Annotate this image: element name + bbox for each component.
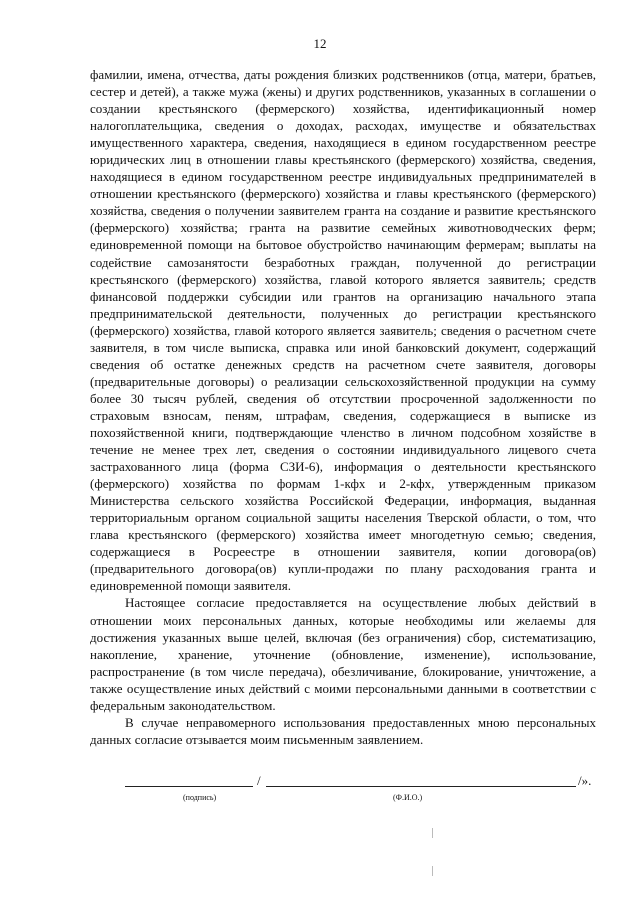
full-name-line <box>266 786 576 787</box>
paragraph-consent-withdrawal: В случае неправомерного использования предоставленных мною персональных данных согласие отзывается моим письменным заявлением. <box>90 714 596 747</box>
paragraph-consent-scope: Настоящее согласие предоставляется на осуществление любых действий в отношении моих персональных данных, которые необходимы или желаемы для достижения указанных выше целей, включая (без ограничения) сбор, систематизацию, накопление, хранение, уточнение (обновление, изменение), использование, распространение (в том числе передача), обезличивание, блокирование, уничтожение, а также осуществление иных действий с моими персональными данными в соответствии с федеральным законодательством. <box>90 595 596 713</box>
full-name-caption: (Ф.И.О.) <box>393 793 423 802</box>
signature-caption: (подпись) <box>183 793 217 802</box>
signature-separator: / <box>257 773 261 788</box>
signature-block <box>125 773 600 813</box>
document-body <box>90 66 596 748</box>
signature-line <box>125 786 253 787</box>
scan-artifact <box>432 866 433 876</box>
scan-artifact <box>432 828 433 838</box>
page-number: 12 <box>313 36 327 51</box>
paragraph-personal-data-list: фамилии, имена, отчества, даты рождения близких родственников (отца, матери, братьев, сестер и детей), а также мужа (жены) и других родственников, указанных в соглашении о создании крестьянского (фермерского) хозяйства, идентификационный номер налогоплательщика, сведения о доходах, расходах, имуществе и обязательствах имущественного характера, сведения, находящиеся в едином государственном реестре юридических лиц в отношении главы крестьянского (фермерского) хозяйства, сведения, находящиеся в едином государственном реестре индивидуальных предпринимателей в отношении крестьянского (фермерского) хозяйства и главы крестьянского (фермерского) хозяйства, сведения о получении заявителем гранта на создание и развитие крестьянского (фермерского) хозяйства; гранта на развитие семейных животноводческих ферм; единовременной помощи на бытовое обустройство начинающим фермерам; выплаты на содействие самозанятости безработных граждан, полученной до регистрации крестьянского (фермерского) хозяйства, главой которого является заявитель; средств финансовой поддержки субсидии или грантов на организацию начального этапа предпринимательской деятельности, полученных до регистрации крестьянского (фермерского) хозяйства, главой которого является заявитель; сведения о расчетном счете заявителя, в том числе выписка, справка или иной банковский документ, содержащий сведения об остатке денежных средств на расчетном счете заявителя, договоры (предварительные договоры) о реализации сельскохозяйственной продукции на сумму более 30 тысяч рублей, сведения об отсутствии просроченной задолженности по страховым взносам, пеням, штрафам, сведения, содержащиеся в выписке из похозяйственной книги, подтверждающие членство в личном подсобном хозяйстве в течение не менее трех лет, сведения о состоянии индивидуального лицевого счета застрахованного лица (форма СЗИ-6), информация о деятельности крестьянского (фермерского) хозяйства по формам 1-кфх и 2-кфх, утвержденным приказом Министерства сельского хозяйства Российской Федерации, информация, выданная территориальным органом социальной защиты населения Тверской области, о том, что глава крестьянского (фермерского) хозяйства имеет многодетную семью; сведения, содержащиеся в Росреестре в отношении заявителя, копии договора(ов) (предварительного договора(ов) купли-продажи по плану расходования гранта и единовременной помощи заявителя. <box>90 67 596 594</box>
signature-closing: /». <box>578 773 592 788</box>
